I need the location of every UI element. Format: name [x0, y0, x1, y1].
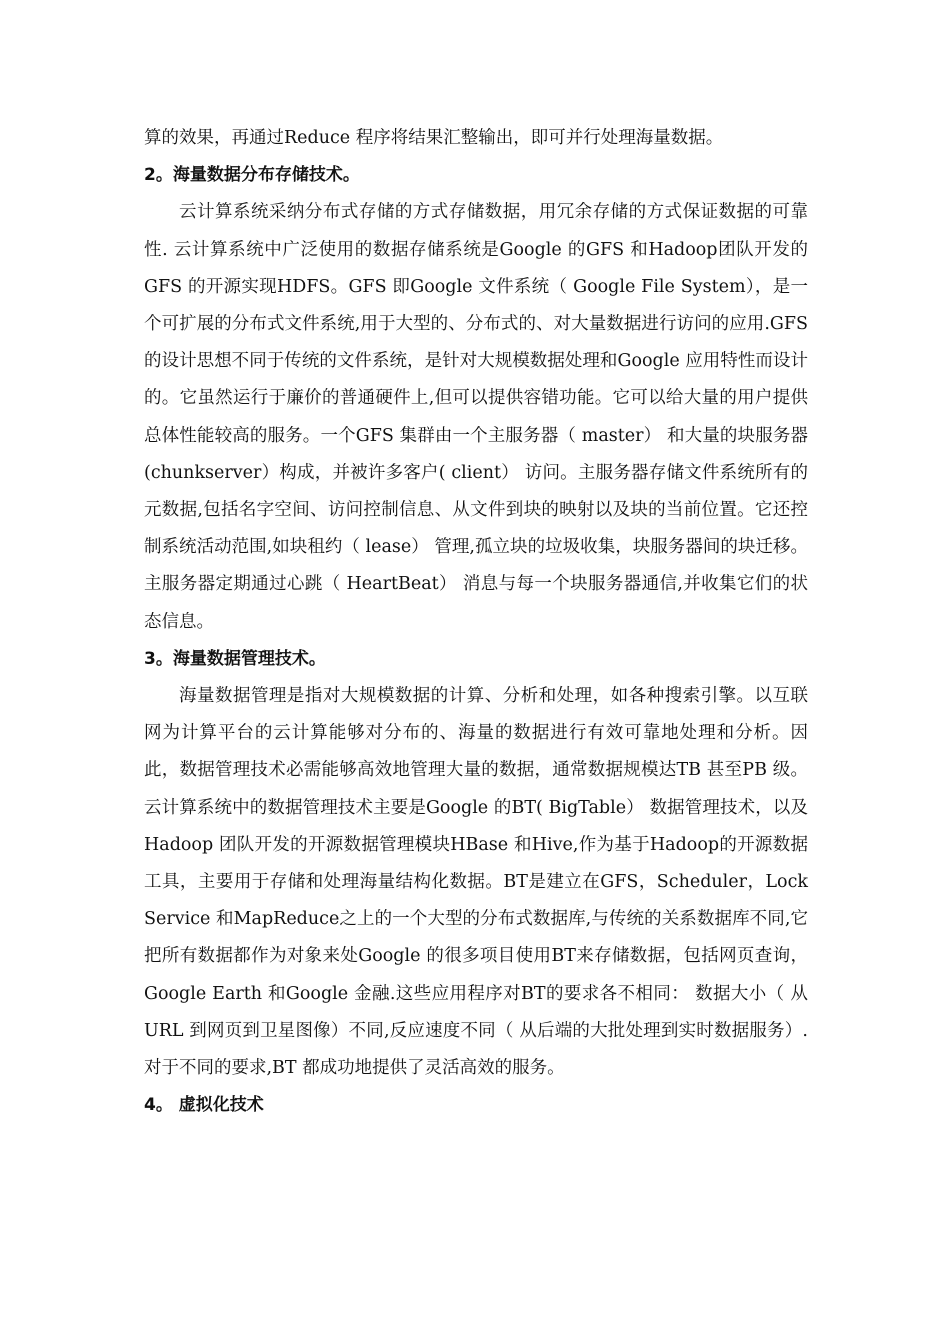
- paragraph-mapreduce-end: 算的效果，再通过Reduce 程序将结果汇整输出，即可并行处理海量数据。: [144, 128, 724, 148]
- heading-distributed-storage: 2。海量数据分布存储技术。: [144, 165, 360, 186]
- heading-virtualization: 4。 虚拟化技术: [144, 1095, 264, 1116]
- paragraph-data-management: 海量数据管理是指对大规模数据的计算、分析和处理，如各种搜索引擎。以互联网为计算平台的云计算能够对分布的、海量的数据进行有效可靠地处理和分析。因此，数据管理技术必需能够高效地管理大量的数据，通常数据规模达TB 甚至PB 级。云计算系统中的数据管理技术主要是Google 的BT( BigTable） 数据管理技术，以及Hadoop 团队开发的开源数据管理模块HBase 和Hive,作为基于Hadoop的开源数据工具，主要用于存储和处理海量结构化数据。BT是建立在GFS，Scheduler，Lock Service 和MapReduce之上的一个大型的分布式数据库,与传统的关系数据库不同,它把所有数据都作为对象来处Google 的很多项目使用BT来存储数据，包括网页查询，Google Earth 和Google 金融.这些应用程序对BT的要求各不相同： 数据大小（ 从URL 到网页到卫星图像）不同,反应速度不同（ 从后端的大批处理到实时数据服务）.对于不同的要求,BT 都成功地提供了灵活高效的服务。: [144, 686, 808, 1079]
- document-page: [144, 120, 808, 1124]
- paragraph-distributed-storage: 云计算系统采纳分布式存储的方式存储数据，用冗余存储的方式保证数据的可靠性. 云计算系统中广泛使用的数据存储系统是Google 的GFS 和Hadoop团队开发的GFS 的开源实现HDFS。GFS 即Google 文件系统（ Google File System），是一个可扩展的分布式文件系统,用于大型的、分布式的、对大量数据进行访问的应用.GFS 的设计思想不同于传统的文件系统，是针对大规模数据处理和Google 应用特性而设计的。它虽然运行于廉价的普通硬件上,但可以提供容错功能。它可以给大量的用户提供总体性能较高的服务。一个GFS 集群由一个主服务器（ master） 和大量的块服务器(chunkserver）构成，并被许多客户( client） 访问。主服务器存储文件系统所有的元数据,包括名字空间、访问控制信息、从文件到块的映射以及块的当前位置。它还控制系统活动范围,如块租约（ lease） 管理,孤立块的垃圾收集，块服务器间的块迁移。主服务器定期通过心跳（ HeartBeat） 消息与每一个块服务器通信,并收集它们的状态信息。: [144, 202, 808, 632]
- heading-data-management: 3。海量数据管理技术。: [144, 648, 326, 669]
